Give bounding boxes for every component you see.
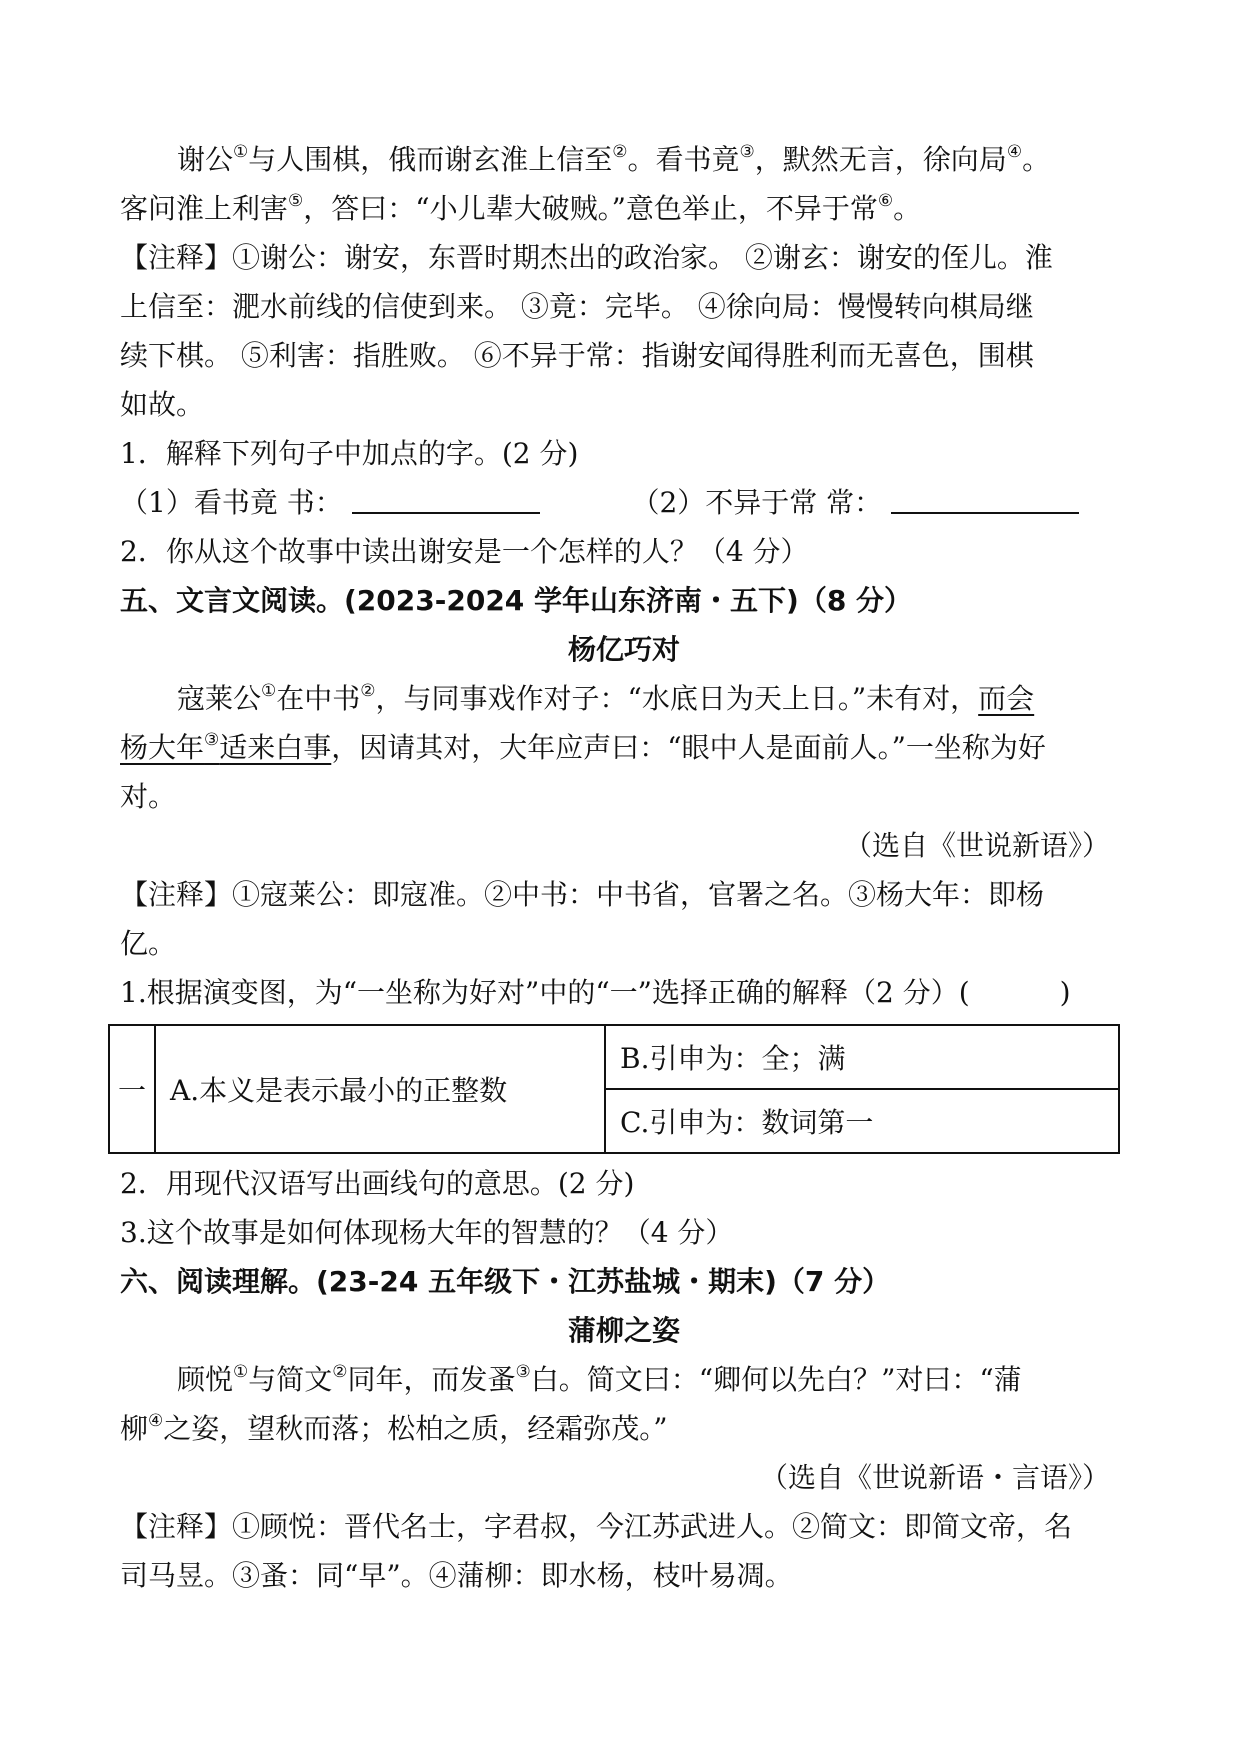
answer-blank[interactable]	[891, 486, 1079, 514]
passage-text-line	[120, 726, 1128, 775]
question-2: 2．用现代汉语写出画线句的意思。(2 分)	[120, 1167, 635, 1200]
table-character: 一	[109, 1025, 155, 1153]
passage-text: ，因请其对，大年应声曰：“眼中人是面前人。”一坐称为好	[331, 731, 1046, 764]
passage-text-line	[120, 677, 1128, 726]
passage-text: 寇莱公①在中书②，与同事戏作对子：“水底日为天上日。”未有对，	[177, 681, 979, 715]
passage-text-line: 客问淮上利害⑤，答曰：“小儿辈大破贼。”意色举止，不异于常⑥。	[120, 191, 922, 225]
notes-line: 【注释】①谢公：谢安，东晋时期杰出的政治家。 ②谢玄：谢安的侄儿。淮	[120, 241, 1053, 274]
notes-line: 司马昱。③蚤：同“早”。④蒲柳：即水杨，枝叶易凋。	[120, 1559, 793, 1592]
underlined-sentence: 而会	[978, 682, 1035, 715]
source-citation: （选自《世说新语・言语》）	[759, 1461, 1110, 1494]
notes-line: 续下棋。 ⑤利害：指胜败。 ⑥不异于常：指谢安闻得胜利而无喜色，围棋	[120, 339, 1034, 372]
passage-title: 杨亿巧对	[567, 633, 680, 666]
notes-line: 【注释】①顾悦：晋代名士，字君叔，今江苏武进人。②简文：即简文帝，名	[120, 1510, 1073, 1543]
evolution-table	[108, 1024, 1120, 1154]
notes-line: 如故。	[120, 388, 205, 421]
source-citation: （选自《世说新语》）	[843, 829, 1110, 862]
underlined-sentence: 杨大年③适来白事	[120, 730, 332, 764]
question-1b-label: （2）不异于常 常：	[631, 486, 883, 519]
passage-text-line: 谢公①与人围棋，俄而谢玄淮上信至②。看书竟③，默然无言，徐向局④。	[177, 142, 1051, 176]
question-1a-label: （1）看书竟 书：	[120, 486, 343, 519]
table-option-c: C.引申为：数词第一	[605, 1089, 1119, 1153]
notes-line: 上信至：淝水前线的信使到来。 ③竟：完毕。 ④徐向局：慢慢转向棋局继	[120, 290, 1034, 323]
question-1	[120, 971, 1128, 1020]
notes-line: 亿。	[120, 927, 177, 960]
section-heading: 五、文言文阅读。(2023-2024 学年山东济南・五下)（8 分）	[120, 584, 913, 617]
worksheet-page	[120, 138, 1128, 1603]
question-text: 1.根据演变图，为“一坐称为好对”中的“一”选择正确的解释（2 分）(	[120, 976, 970, 1009]
passage-text-line: 顾悦①与简文②同年，而发蚤③白。简文曰：“卿何以先白？”对曰：“蒲	[177, 1362, 1022, 1396]
question-1: 1．解释下列句子中加点的字。(2 分)	[120, 437, 579, 470]
question-1-items	[120, 481, 1128, 530]
question-text: )	[1059, 976, 1071, 1009]
question-3: 3.这个故事是如何体现杨大年的智慧的？（4 分）	[120, 1216, 734, 1249]
answer-blank[interactable]	[352, 486, 540, 514]
passage-title: 蒲柳之姿	[567, 1314, 680, 1347]
passage-text-line: 柳④之姿，望秋而落；松柏之质，经霜弥茂。”	[120, 1411, 668, 1445]
section-heading: 六、阅读理解。(23-24 五年级下・江苏盐城・期末)（7 分）	[120, 1265, 891, 1298]
question-2: 2．你从这个故事中读出谢安是一个怎样的人？（4 分）	[120, 535, 809, 568]
notes-line: 【注释】①寇莱公：即寇准。②中书：中书省，官署之名。③杨大年：即杨	[120, 878, 1045, 911]
table-original-meaning: A.本义是表示最小的正整数	[155, 1025, 605, 1153]
passage-text-line: 对。	[120, 780, 177, 813]
table-option-b: B.引申为：全；满	[605, 1025, 1119, 1089]
